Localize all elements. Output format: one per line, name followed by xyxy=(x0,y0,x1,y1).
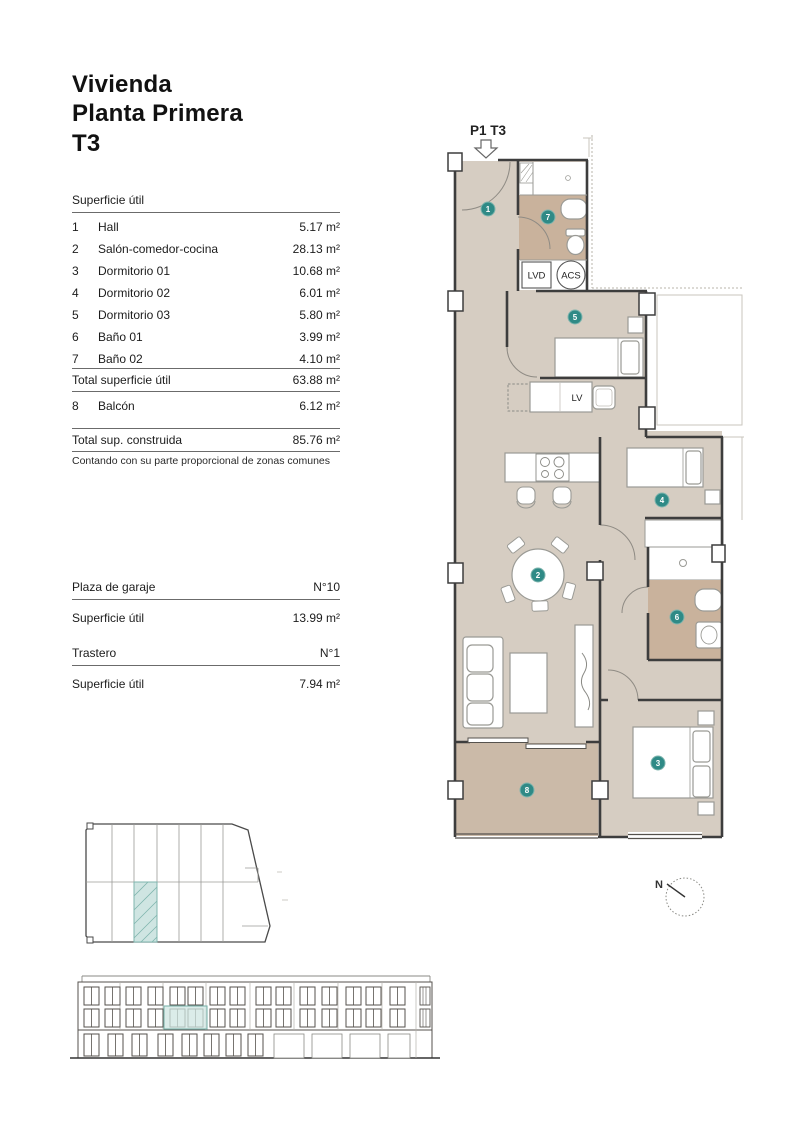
unit-highlight xyxy=(134,882,157,942)
total-useful-row xyxy=(72,368,340,392)
room-marker-4 xyxy=(655,493,669,507)
room-marker-7 xyxy=(541,210,555,224)
room-marker-2 xyxy=(531,568,545,582)
total-built-value: 85.76 m² xyxy=(292,433,340,447)
storage-header xyxy=(72,646,340,666)
building-outline xyxy=(86,824,270,942)
svg-text:2: 2 xyxy=(535,571,541,580)
plan-annotation-marks xyxy=(277,872,288,900)
surface-row: 2 Salón-comedor-cocina 28.13 m² xyxy=(72,242,340,256)
svg-text:3: 3 xyxy=(655,759,661,768)
storage-number: N°1 xyxy=(319,646,340,660)
svg-text:7: 7 xyxy=(545,213,551,222)
total-built-row xyxy=(72,428,340,452)
garage-area-row xyxy=(72,611,340,625)
svg-text:6: 6 xyxy=(674,613,680,622)
coffee-table xyxy=(510,653,547,713)
storage-area-label: Superficie útil xyxy=(72,677,145,691)
site-plan xyxy=(72,812,307,960)
garage-area-value: 13.99 m² xyxy=(292,611,340,625)
bath1-shower xyxy=(648,547,722,580)
svg-text:8: 8 xyxy=(524,786,530,795)
surface-table xyxy=(72,216,340,370)
north-compass xyxy=(655,878,704,916)
svg-text:5: 5 xyxy=(572,313,578,322)
total-useful-value: 63.88 m² xyxy=(292,373,340,387)
room-marker-1 xyxy=(481,202,495,216)
sofa xyxy=(463,637,503,728)
surface-row: 4 Dormitorio 02 6.01 m² xyxy=(72,286,340,300)
svg-text:4: 4 xyxy=(659,496,665,505)
surface-row: 5 Dormitorio 03 5.80 m² xyxy=(72,308,340,322)
bedroom1-window xyxy=(628,832,702,841)
page-title xyxy=(72,70,243,158)
surface-table-header xyxy=(72,193,340,213)
svg-text:1: 1 xyxy=(485,205,491,214)
title-line-3: T3 xyxy=(72,129,101,157)
lvd-label: LVD xyxy=(527,270,546,282)
north-needle xyxy=(667,884,685,897)
surface-header-label: Superficie útil xyxy=(72,193,145,207)
kitchen-island xyxy=(505,453,600,482)
surface-row: 6 Baño 01 3.99 m² xyxy=(72,330,340,344)
unit-highlight-elevation xyxy=(164,1006,207,1029)
lv-label: LV xyxy=(571,393,583,404)
surface-row: 3 Dormitorio 01 10.68 m² xyxy=(72,264,340,278)
roof-line xyxy=(82,976,430,982)
room-marker-5 xyxy=(568,310,582,324)
room-marker-3 xyxy=(651,756,665,770)
acs-label: ACS xyxy=(561,270,581,282)
unit-label: P1 T3 xyxy=(470,123,507,138)
garage-label: Plaza de garaje xyxy=(72,580,156,594)
wardrobe xyxy=(645,520,723,547)
total-useful-label: Total superficie útil xyxy=(72,373,171,387)
balcony-row: 8 Balcón 6.12 m² xyxy=(72,399,340,413)
elevation-windows-floor1 xyxy=(84,1009,430,1027)
entrance-arrow-icon xyxy=(475,140,497,158)
elevation-windows-floor2 xyxy=(84,987,430,1005)
garage-area-label: Superficie útil xyxy=(72,611,145,625)
storage-area-value: 7.94 m² xyxy=(299,677,340,691)
boundary-dashed-line xyxy=(592,135,744,288)
bath2-shower-zone xyxy=(519,162,588,195)
room-marker-6 xyxy=(670,610,684,624)
north-label: N xyxy=(655,879,663,891)
storage-label: Trastero xyxy=(72,646,117,660)
garage-header xyxy=(72,580,340,600)
garage-number: N°10 xyxy=(313,580,340,594)
total-built-label: Total sup. construida xyxy=(72,433,183,447)
title-line-1: Vivienda xyxy=(72,71,172,98)
tv-console xyxy=(575,625,593,727)
floor-plan xyxy=(440,105,750,945)
kitchen-counter xyxy=(530,382,592,412)
common-zones-note: Contando con su parte proporcional de zonas comunes xyxy=(72,455,330,467)
building-elevation xyxy=(60,962,452,1084)
storage-area-row xyxy=(72,677,340,691)
room-marker-8 xyxy=(520,783,534,797)
title-line-2: Planta Primera xyxy=(72,100,243,128)
surface-row: 7 Baño 02 4.10 m² xyxy=(72,352,340,366)
surface-row: 1 Hall 5.17 m² xyxy=(72,220,340,234)
